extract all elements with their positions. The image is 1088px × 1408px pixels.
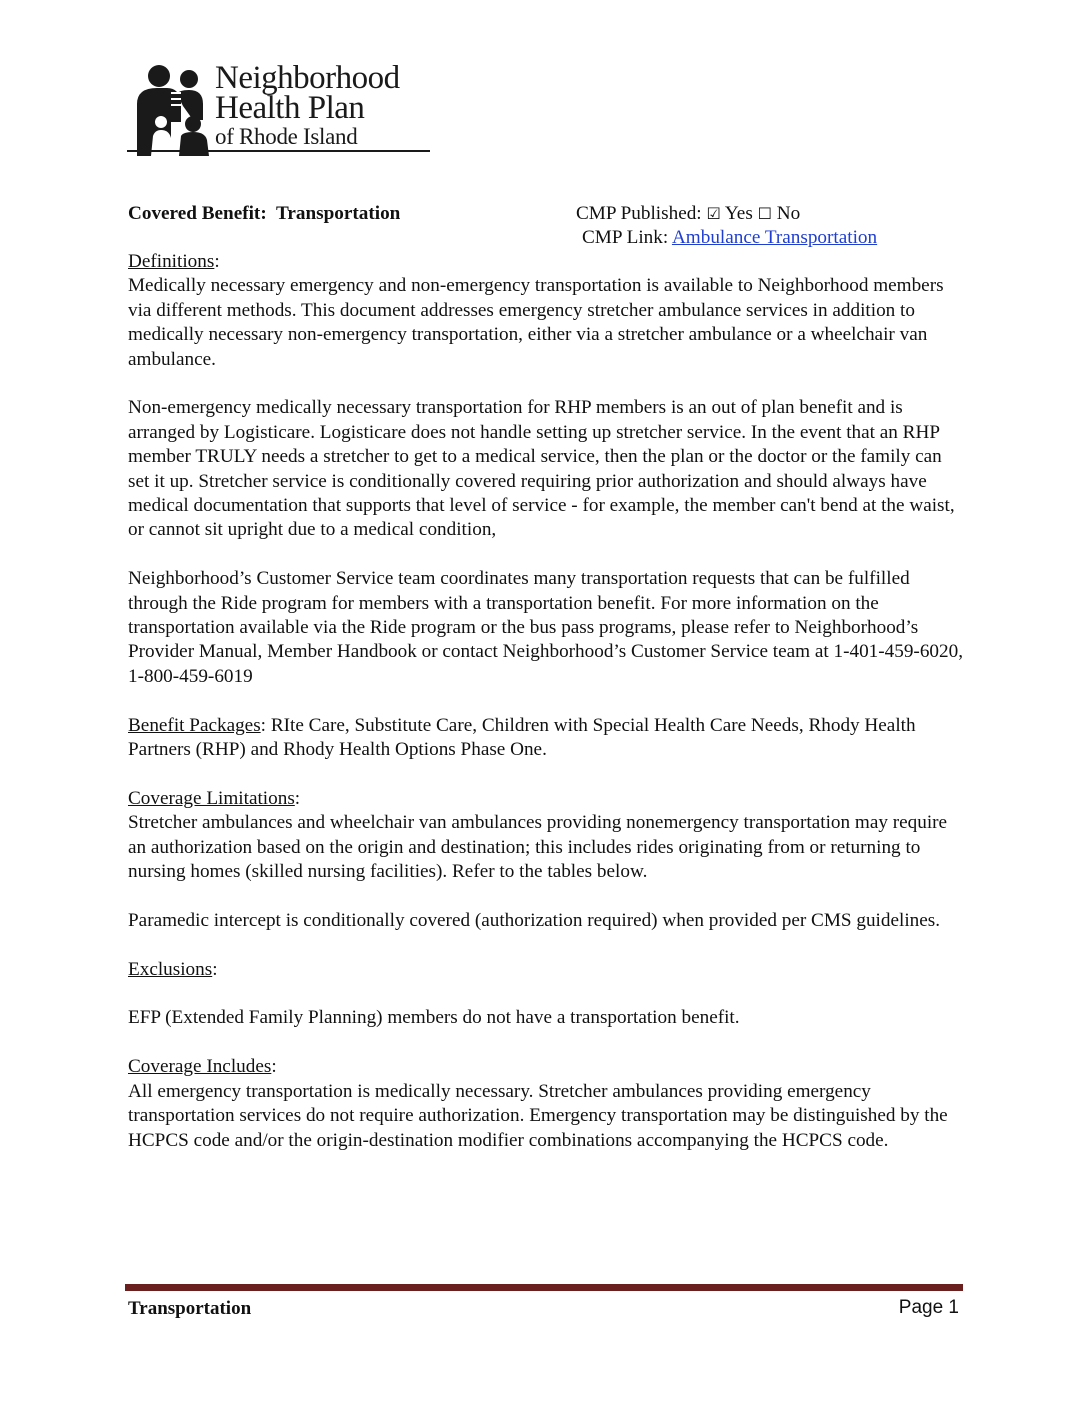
no-label: No [776, 203, 801, 224]
logo-line-3: of Rhode Island [215, 124, 358, 149]
cmp-link-label: CMP Link: [582, 227, 669, 248]
covered-benefit-title: Covered Benefit: Transportation [128, 203, 401, 224]
definitions-paragraph-1: Medically necessary emergency and non-emergency transportation is available to Neighborhood members via different methods. This document addresses emergency stretcher ambulance services in addition to medically necessary non-emergency transportation, either via a stretcher ambulance or a wheelchair van ambulance. [128, 275, 944, 370]
coverage-limitations-paragraph-1: Stretcher ambulances and wheelchair van ambulances providing nonemergency transportation may require an authorization based on the origin and destination; this includes rides originating from or returning to nursing homes (skilled nursing facilities). Refer to the tables below. [128, 812, 948, 883]
page-number: Page 1 [898, 1297, 959, 1318]
definitions-paragraph-3: Neighborhood’s Customer Service team coordinates many transportation requests that can be fulfilled through the Ride program for members with a transportation benefit. For more information on the transportation available via the Ride program or the bus pass programs, please refer to Neighborhood’s Provider Manual, Member Handbook or contact Neighborhood’s Customer Service team at 1-401-459-6020, 1-800-459-6019 [128, 568, 963, 687]
benefit-packages-heading: Benefit Packages [128, 714, 261, 736]
yes-label: Yes [724, 203, 753, 224]
cmp-link [582, 226, 877, 250]
logo-line-2: Health Plan [215, 90, 365, 126]
definitions-paragraph-2: Non-emergency medically necessary transportation for RHP members is an out of plan benefit and is arranged by Logisticare. Logisticare does not handle setting up stretcher service. In the event that an RHP member TRULY needs a stretcher to get to a medical service, then the plan or the doctor or the family can set it up. Stretcher service is conditionally covered requiring prior authorization and should always have medical documentation that supports that level of service - for example, the member can't bend at the waist, or cannot sit upright due to a medical condition, [128, 397, 955, 541]
coverage-limitations-paragraph-2: Paramedic intercept is conditionally covered (authorization required) when provided per CMS guidelines. [128, 909, 941, 931]
benefit-packages: Benefit Packages: RIte Care, Substitute Care, Children with Special Health Care Needs, Rhody Health Partners (RHP) and Rhody Health Options Phase One. [128, 714, 916, 761]
logo-line-1: Neighborhood [215, 60, 400, 96]
benefit-packages-text: RIte Care, Substitute Care, Children with Special Health Care Needs, Rhody Health Partners (RHP) and Rhody Health Options Phase One. [128, 714, 916, 761]
footer-title: Transportation [128, 1298, 252, 1319]
family-silhouette-icon [127, 62, 217, 156]
coverage-includes-heading: Coverage Includes: [128, 1056, 277, 1078]
coverage-limitations-heading: Coverage Limitations: [128, 787, 301, 809]
logo [127, 62, 431, 156]
yes-checkbox-icon: ☑ [706, 204, 721, 223]
logo-underline [127, 150, 430, 152]
coverage-includes-text: All emergency transportation is medically necessary. Stretcher ambulances providing emergency transportation services do not require authorization. Emergency transportation may be distinguished by the HCPCS code and/or the origin-destination modifier combinations accompanying the HCPCS code. [128, 1080, 948, 1151]
ambulance-transportation-link[interactable]: Ambulance Transportation [671, 227, 878, 248]
exclusions-text: EFP (Extended Family Planning) members do not have a transportation benefit. [128, 1007, 740, 1029]
definitions-heading: Definitions: [128, 251, 220, 272]
document-body [128, 202, 963, 1153]
no-checkbox-icon: ☐ [757, 204, 772, 223]
cmp-published-label: CMP Published: [576, 203, 702, 224]
header-row [128, 202, 963, 226]
exclusions-heading: Exclusions: [128, 958, 218, 980]
cmp-published [576, 202, 800, 226]
cmp-link-row [128, 226, 963, 250]
footer-rule [125, 1284, 963, 1291]
